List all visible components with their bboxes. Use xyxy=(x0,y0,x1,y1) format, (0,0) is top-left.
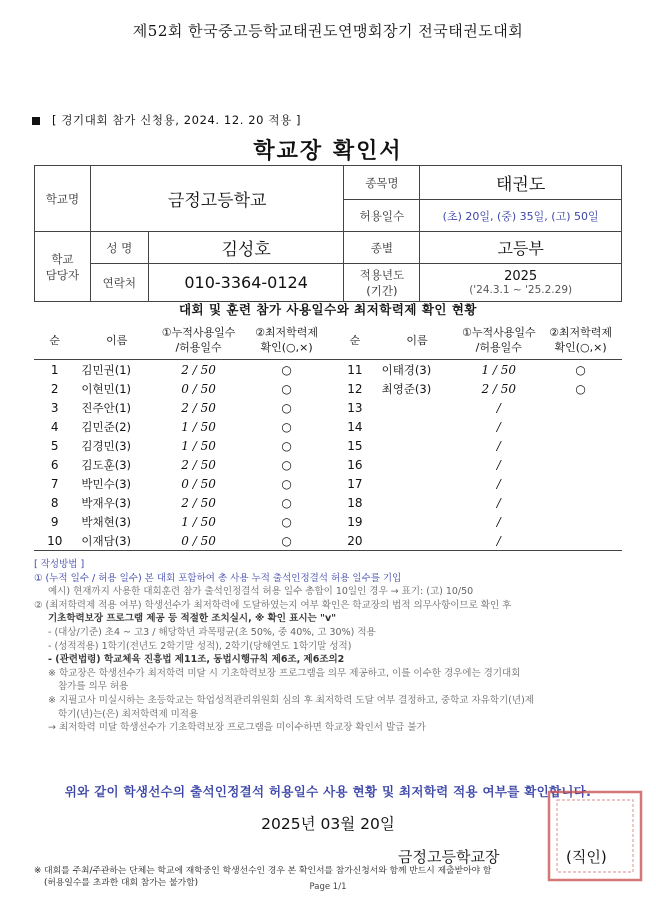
grade-header-line1: ②최저학력제 xyxy=(255,326,319,339)
table-row xyxy=(34,493,622,512)
staff-label xyxy=(35,232,91,302)
grade-check: ○ xyxy=(281,457,292,472)
row-no: 13 xyxy=(347,400,363,415)
days-used: / xyxy=(496,400,501,415)
grade-header-line2: 확인(○,×) xyxy=(260,341,313,354)
notice-line xyxy=(32,112,301,128)
days-header-line1: ①누적사용일수 xyxy=(461,326,536,339)
student-name: 김경민(3) xyxy=(81,438,132,453)
name-value: 김성호 xyxy=(148,232,344,264)
page-number: Page 1/1 xyxy=(309,882,347,892)
school-label: 학교명 xyxy=(35,166,91,232)
note-7b: 학기(년)는(은) 최저학력제 미적용 xyxy=(58,708,199,720)
days-used: 1 / 50 xyxy=(181,438,216,453)
row-no: 11 xyxy=(347,362,363,377)
row-no: 5 xyxy=(50,438,59,453)
days-used: 0 / 50 xyxy=(181,476,216,491)
note-3: - (대상/기준) 초4 ~ 고3 / 해당학년 과목평균(초 50%, 중 40%, 고 30%) 적용 xyxy=(48,626,376,638)
grade-check xyxy=(539,455,622,474)
note-5: - (관련법령) 학교체육 진흥법 제11조, 동법시행규칙 제6조, 제6조의2 xyxy=(48,654,345,666)
row-no: 18 xyxy=(347,495,363,510)
document-title: 학교장 확인서 xyxy=(253,139,403,164)
category-label: 종별 xyxy=(344,232,420,264)
days-used: 1 / 50 xyxy=(181,514,216,529)
row-no: 7 xyxy=(50,476,59,491)
student-name xyxy=(376,512,459,531)
table-row xyxy=(34,531,622,551)
grade-check: ○ xyxy=(281,362,292,377)
grade-check: ○ xyxy=(281,438,292,453)
note-8: → 최저학력 미달 학생선수가 기초학력보장 프로그램을 미이수하면 학교장 확인서 발급 불가 xyxy=(48,722,426,734)
info-table xyxy=(34,165,622,302)
student-name xyxy=(376,531,459,551)
student-name: 박재우(3) xyxy=(81,495,132,510)
grade-check xyxy=(539,398,622,417)
days-used: 0 / 50 xyxy=(181,381,216,396)
grade-check: ○ xyxy=(281,476,292,491)
days-used: 0 / 50 xyxy=(158,531,239,551)
row-no: 14 xyxy=(347,419,363,434)
year-value: 2025 xyxy=(504,269,538,284)
student-name: 박민수(3) xyxy=(81,476,132,491)
row-no: 19 xyxy=(347,514,363,529)
student-name xyxy=(376,417,459,436)
table-row xyxy=(34,474,622,493)
quota-label: 허용일수 xyxy=(344,200,420,232)
category-value: 고등부 xyxy=(420,232,622,264)
grade-check: ○ xyxy=(281,400,292,415)
days-used: / xyxy=(496,457,501,472)
grade-check: ○ xyxy=(281,381,292,396)
grade-check xyxy=(539,436,622,455)
note-1a: ① (누적 일수 / 허용 일수) 본 대회 포함하여 총 사용 누적 출석인정결석 허용 일수를 기입 xyxy=(34,572,402,584)
sport-label: 종목명 xyxy=(344,166,420,200)
student-name: 김민준(2) xyxy=(81,419,132,434)
table-row xyxy=(34,455,622,474)
grade-check xyxy=(539,493,622,512)
row-no: 8 xyxy=(50,495,59,510)
days-used: 2 / 50 xyxy=(181,495,216,510)
student-name: 이태경(3) xyxy=(381,362,432,377)
phone-value: 010-3364-0124 xyxy=(148,264,344,302)
row-no: 12 xyxy=(347,381,363,396)
note-2a: ② (최저학력제 적용 여부) 학생선수가 최저학력에 도달하였는지 여부 확인은 학교장의 법적 의무사항이므로 확인 후 xyxy=(34,599,512,611)
footnote-line2: (허용일수를 초과한 대회 참가는 불가함) xyxy=(44,878,199,888)
grade-check: ○ xyxy=(239,531,334,551)
student-name xyxy=(376,455,459,474)
days-used: / xyxy=(496,495,501,510)
instructions-block xyxy=(34,558,624,735)
table-row xyxy=(34,417,622,436)
student-name: 박채현(3) xyxy=(81,514,132,529)
row-no: 20 xyxy=(334,531,375,551)
roster-table xyxy=(34,321,622,551)
year-label xyxy=(344,264,420,302)
student-name xyxy=(376,398,459,417)
col-no-header: 순 xyxy=(334,321,375,360)
note-6a: ※ 학교장은 학생선수가 최저학력 미달 시 기초학력보장 프로그램을 의무 제공하고, 이를 이수한 경우에는 경기대회 xyxy=(48,667,521,679)
days-header-line2: /허용일수 xyxy=(475,341,522,354)
row-no: 6 xyxy=(50,457,59,472)
days-used: / xyxy=(458,531,539,551)
row-no: 1 xyxy=(50,362,59,377)
days-used: / xyxy=(496,419,501,434)
grade-check xyxy=(539,531,622,551)
footnote-line1: ※ 대회를 주최/주관하는 단체는 학교에 재학중인 학생선수인 경우 본 확인서를 참가신청서와 함께 반드시 제출받아야 함 xyxy=(34,866,492,876)
student-name xyxy=(376,493,459,512)
row-no: 3 xyxy=(50,400,59,415)
table-row xyxy=(34,360,622,380)
bullet-square-icon xyxy=(32,117,40,125)
year-label-line2: (기간) xyxy=(366,283,398,298)
student-name: 최영준(3) xyxy=(381,381,432,396)
table-row xyxy=(34,398,622,417)
grade-header-line2: 확인(○,×) xyxy=(554,341,607,354)
col-name-header: 이름 xyxy=(376,321,459,360)
student-name: 김도훈(3) xyxy=(81,457,132,472)
note-6b: 참가를 의무 허용 xyxy=(58,681,129,693)
student-name: 이현민(1) xyxy=(81,381,132,396)
staff-label-line2: 담당자 xyxy=(45,267,80,282)
student-name: 이재담(3) xyxy=(75,531,158,551)
student-name xyxy=(376,436,459,455)
table-row xyxy=(34,436,622,455)
seal-label: (직인) xyxy=(566,848,607,866)
student-name: 진주안(1) xyxy=(81,400,132,415)
days-used: 2 / 50 xyxy=(481,381,517,396)
year-label-line1: 적용년도 xyxy=(359,267,405,282)
days-used: / xyxy=(496,476,501,491)
grade-check xyxy=(539,512,622,531)
note-7a: ※ 지필고사 미실시하는 초등학교는 학업성적관리위원회 심의 후 최저학력 도달 여부 결정하고, 중학교 자유학기(년)제 xyxy=(48,694,534,706)
grade-header-line1: ②최저학력제 xyxy=(549,326,613,339)
grade-check xyxy=(539,474,622,493)
note-1b: 예시) 현재까지 사용한 대회훈련 참가 출석인정결석 허용 일수 총합이 10일인 경우 → 표기: (고) 10/50 xyxy=(48,586,474,598)
days-header-line2: /허용일수 xyxy=(175,341,222,354)
grade-check xyxy=(539,417,622,436)
staff-label-line1: 학교 xyxy=(51,251,74,266)
days-header-line1: ①누적사용일수 xyxy=(161,326,236,339)
period-value: ('24.3.1 ~ '25.2.29) xyxy=(469,284,573,296)
row-no: 2 xyxy=(50,381,59,396)
header-title: 제52회 한국중고등학교태권도연맹회장기 전국태권도대회 xyxy=(132,22,524,40)
row-no: 17 xyxy=(347,476,363,491)
days-used: 2 / 50 xyxy=(181,400,216,415)
instructions-heading: [ 작성방법 ] xyxy=(34,559,85,570)
col-days-header xyxy=(158,321,239,360)
sport-value: 태권도 xyxy=(420,166,622,200)
grade-check: ○ xyxy=(281,495,292,510)
row-no: 10 xyxy=(34,531,75,551)
col-grade-header xyxy=(239,321,334,360)
note-2b: 기초학력보장 프로그램 제공 등 적절한 조치실시, ※ 확인 표시는 "v" xyxy=(48,613,337,625)
row-no: 4 xyxy=(50,419,59,434)
days-used: 1 / 50 xyxy=(481,362,517,377)
notice-text: [ 경기대회 참가 신청용, 2024. 12. 20 적용 ] xyxy=(52,113,302,127)
grade-check: ○ xyxy=(281,514,292,529)
confirmation-statement: 위와 같이 학생선수의 출석인정결석 허용일수 사용 현황 및 최저학력 적용 여부를 확인합니다. xyxy=(64,784,592,799)
student-name: 김민권(1) xyxy=(81,362,132,377)
phone-label: 연락처 xyxy=(90,264,148,302)
grade-check: ○ xyxy=(575,381,586,396)
table-row xyxy=(34,379,622,398)
principal-title: 금정고등학교장 xyxy=(398,848,500,866)
section-title: 대회 및 훈련 참가 사용일수와 최저학력제 확인 현황 xyxy=(178,302,478,317)
student-name xyxy=(376,474,459,493)
days-used: / xyxy=(496,514,501,529)
table-row xyxy=(34,512,622,531)
days-used: / xyxy=(496,438,501,453)
grade-check: ○ xyxy=(575,362,586,377)
issue-date: 2025년 03월 20일 xyxy=(261,815,395,833)
school-value: 금정고등학교 xyxy=(90,166,344,232)
note-4: - (성적적용) 1학기(전년도 2학기말 성적), 2학기(당해연도 1학기말 성적) xyxy=(48,640,352,652)
quota-value: (초) 20일, (중) 35일, (고) 50일 xyxy=(420,200,622,232)
days-used: 1 / 50 xyxy=(181,419,216,434)
days-used: 2 / 50 xyxy=(181,457,216,472)
col-grade-header xyxy=(539,321,622,360)
year-cell xyxy=(420,264,622,302)
days-used: 2 / 50 xyxy=(181,362,216,377)
row-no: 15 xyxy=(347,438,363,453)
row-no: 16 xyxy=(347,457,363,472)
col-name-header: 이름 xyxy=(75,321,158,360)
col-days-header xyxy=(458,321,539,360)
col-no-header: 순 xyxy=(34,321,75,360)
row-no: 9 xyxy=(50,514,59,529)
grade-check: ○ xyxy=(281,419,292,434)
name-label: 성 명 xyxy=(90,232,148,264)
